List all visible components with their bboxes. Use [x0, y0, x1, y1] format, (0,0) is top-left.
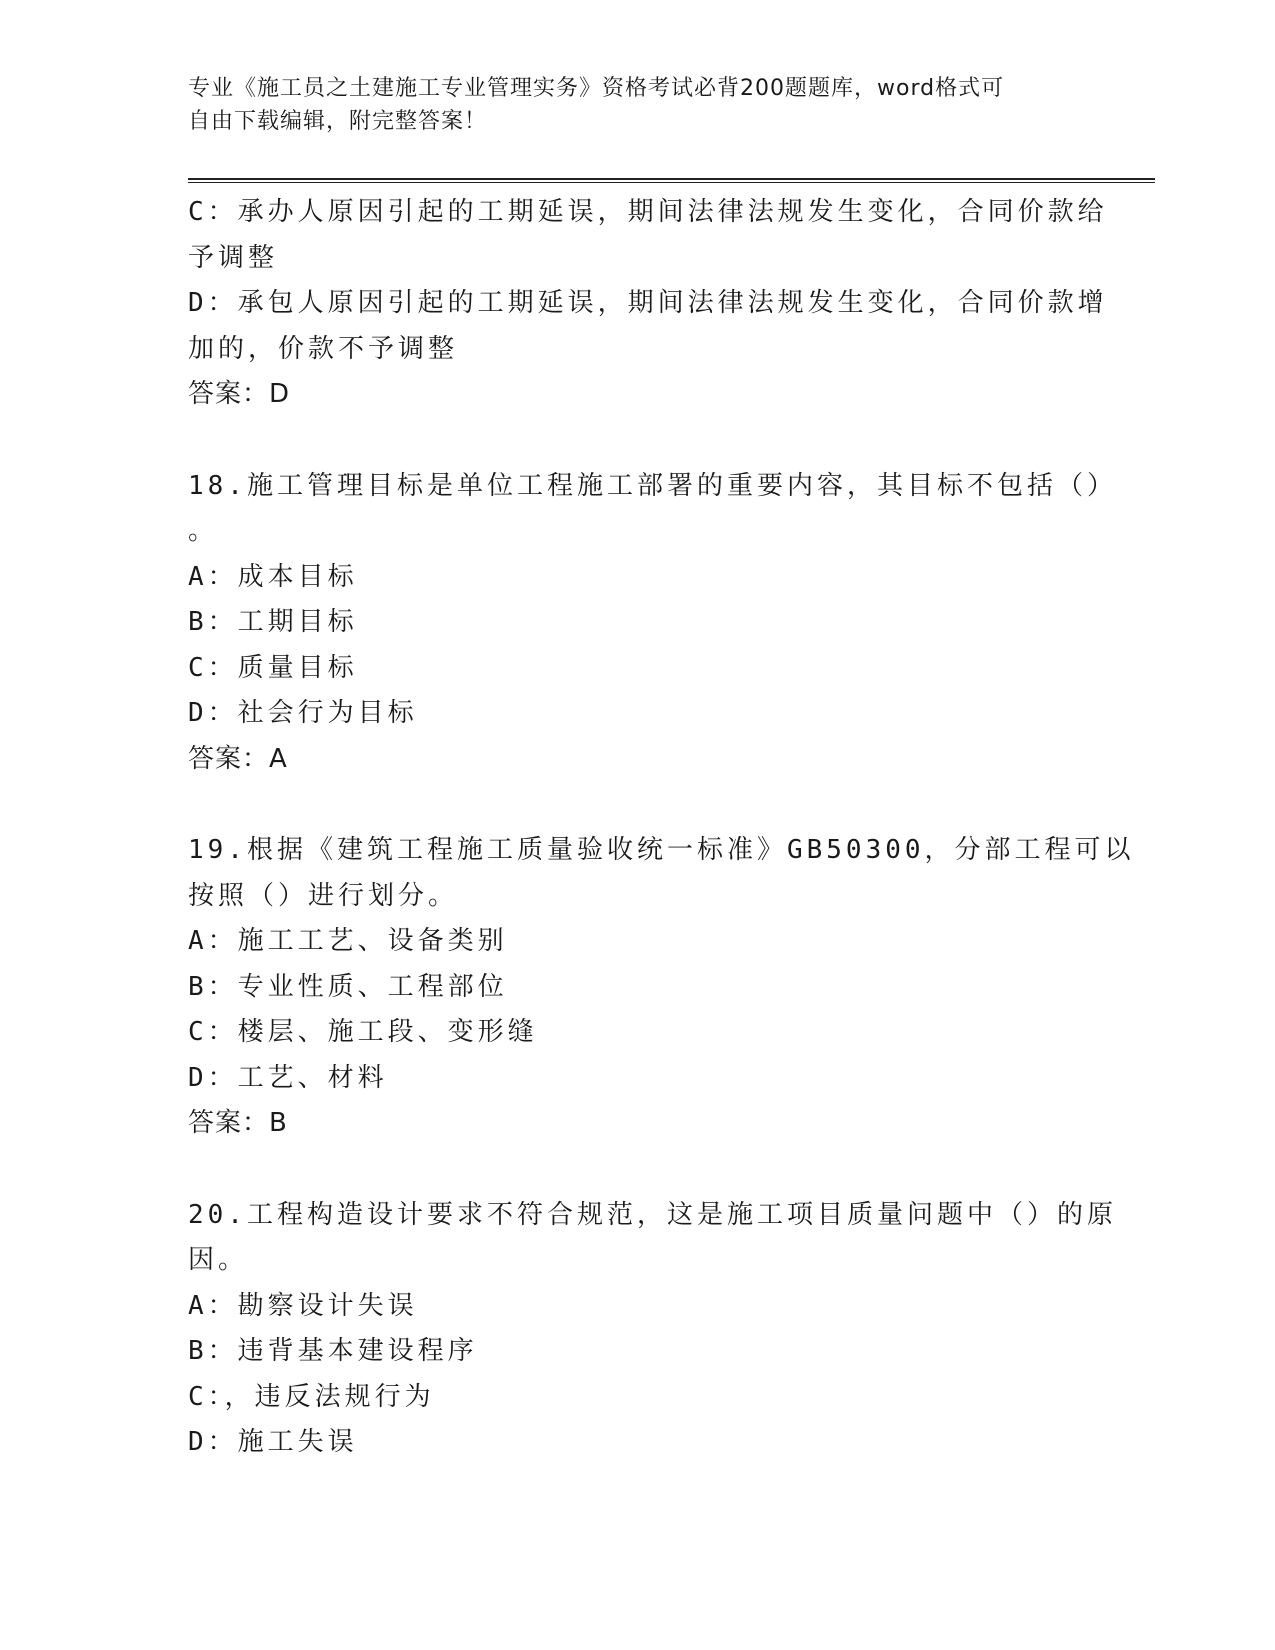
- document-header: [188, 72, 1068, 138]
- option-c: C：质量目标: [188, 652, 358, 683]
- question-19: [188, 828, 1135, 1147]
- question-stem: 20.工程构造设计要求不符合规范，这是施工项目质量问题中（）的原: [188, 1199, 1117, 1230]
- question-17-tail: [188, 190, 1108, 418]
- option-b: B：工期目标: [188, 607, 358, 637]
- question-20: [188, 1193, 1117, 1466]
- option-b: B：专业性质、工程部位: [188, 971, 508, 1002]
- question-stem: 19.根据《建筑工程施工质量验收统一标准》GB50300，分部工程可以: [188, 835, 1135, 865]
- question-stem-cont: 。: [188, 516, 219, 546]
- question-list: [188, 190, 1135, 1466]
- spacer: [188, 782, 1068, 828]
- answer: 答案：D: [188, 379, 291, 409]
- option-a: A：成本目标: [188, 561, 358, 592]
- header-line-2: 自由下载编辑，附完整答案！: [188, 109, 488, 134]
- option-c: C：承办人原因引起的工期延误，期间法律法规发生变化，合同价款给: [188, 197, 1108, 227]
- option-c: C：楼层、施工段、变形缝: [188, 1017, 538, 1047]
- document-page: [188, 0, 1135, 1650]
- spacer: [188, 1147, 1068, 1193]
- question-stem: 18.施工管理目标是单位工程施工部署的重要内容，其目标不包括（）: [188, 470, 1117, 501]
- option-d: D：社会行为目标: [188, 698, 418, 728]
- question-18: [188, 464, 1117, 783]
- spacer: [188, 418, 1068, 464]
- header-divider: [188, 178, 1155, 183]
- option-c-cont: 予调整: [188, 242, 279, 273]
- question-stem-cont: 按照（）进行划分。: [188, 880, 459, 911]
- option-d: D：工艺、材料: [188, 1062, 388, 1093]
- option-b: B：违背基本建设程序: [188, 1336, 478, 1366]
- answer: 答案：B: [188, 1108, 288, 1138]
- option-d-cont: 加的，价款不予调整: [188, 333, 459, 364]
- option-d: D：承包人原因引起的工期延误，期间法律法规发生变化，合同价款增: [188, 288, 1108, 318]
- header-line-1: 专业《施工员之土建施工专业管理实务》资格考试必背200题题库，word格式可: [188, 76, 1005, 101]
- option-a: A：施工工艺、设备类别: [188, 926, 508, 956]
- option-d: D：施工失误: [188, 1427, 358, 1457]
- answer: 答案：A: [188, 743, 288, 774]
- option-a: A：勘察设计失误: [188, 1290, 418, 1321]
- option-c: C：，违反法规行为: [188, 1381, 435, 1412]
- question-stem-cont: 因。: [188, 1245, 249, 1275]
